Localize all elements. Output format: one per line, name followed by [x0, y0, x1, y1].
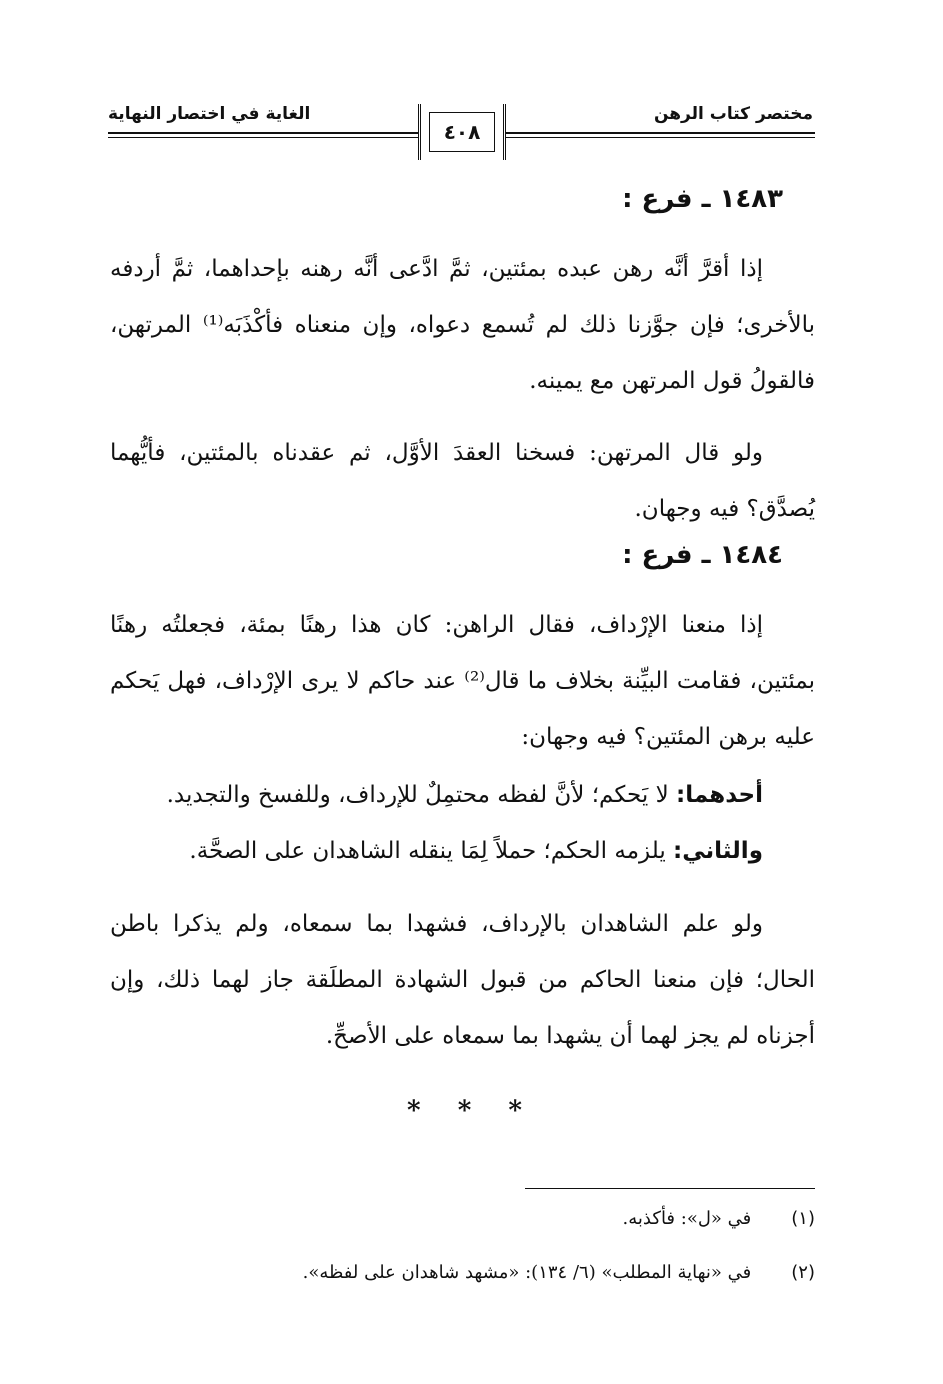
section-heading-1483: ١٤٨٣ ـ فرع : — [622, 184, 783, 214]
paragraph-acknowledgment: إذا أقرَّ أنَّه رهن عبده بمئتين، ثمَّ ادَّعى أنَّه رهنه بإحداهما، ثمَّ أردفه بالأخرى؛ فإن جوَّزنا ذلك لم تُسمع دعواه، وإن منعناه فأكْذَبَه⁽¹⁾ المرتهن، فالقولُ قول المرتهن مع يمينه. — [110, 256, 815, 394]
running-header-chapter: مختصر كتاب الرهن — [653, 104, 813, 124]
paragraph-witnesses: ولو علم الشاهدان بالإرداف، فشهدا بما سمعاه، ولم يذكرا باطن الحال؛ فإن منعنا الحاكم من قبول الشهادة المطلَقة جاز لهما ذلك، وإن أجزناه لم يجز لهما أن يشهدا بما سمعاه على الأصحِّ. — [110, 911, 815, 1049]
footnote-text: في «ل»: فأكذبه. — [622, 1208, 752, 1229]
paragraph-irdaf: إذا منعنا الإرْداف، فقال الراهن: كان هذا رهنًا بمئة، فجعلتُه رهنًا بمئتين، فقامت البيِّنة بخلاف ما قال⁽²⁾ عند حاكم لا يرى الإرْداف، فهل يَحكم عليه برهن المئتين؟ فيه وجهان: — [110, 612, 816, 750]
page-number-frame — [418, 104, 506, 160]
page-number: ٤٠٨ — [429, 112, 495, 152]
running-header-book-title: الغاية في اختصار النهاية — [108, 104, 311, 124]
point-text: لا يَحكم؛ لأنَّ لفظه محتمِلٌ للإرداف، وللفسخ والتجديد. — [166, 782, 669, 808]
point-first-opinion — [110, 767, 815, 823]
footnote-number: (١) — [791, 1208, 815, 1229]
point-text: يلزمه الحكم؛ حملاً لِمَا ينقله الشاهدان على الصحَّة. — [189, 838, 666, 864]
section-heading-1484: ١٤٨٤ ـ فرع : — [622, 540, 783, 570]
footnote-rule — [525, 1188, 815, 1189]
point-second-opinion — [110, 823, 815, 879]
section-separator: * * * — [407, 1096, 536, 1126]
footnote-2 — [303, 1262, 815, 1283]
point-label: أحدهما: — [676, 782, 763, 808]
paragraph-cancellation: ولو قال المرتهن: فسخنا العقدَ الأوَّل، ثم عقدناه بالمئتين، فأيُّهما يُصدَّق؟ فيه وجهان. — [110, 440, 815, 522]
point-label: والثاني: — [673, 838, 763, 864]
footnote-1 — [623, 1208, 815, 1229]
footnote-text: في «نهاية المطلب» (٦/ ١٣٤): «مشهد شاهدان على لفظه». — [302, 1262, 752, 1283]
footnote-number: (٢) — [791, 1262, 815, 1283]
